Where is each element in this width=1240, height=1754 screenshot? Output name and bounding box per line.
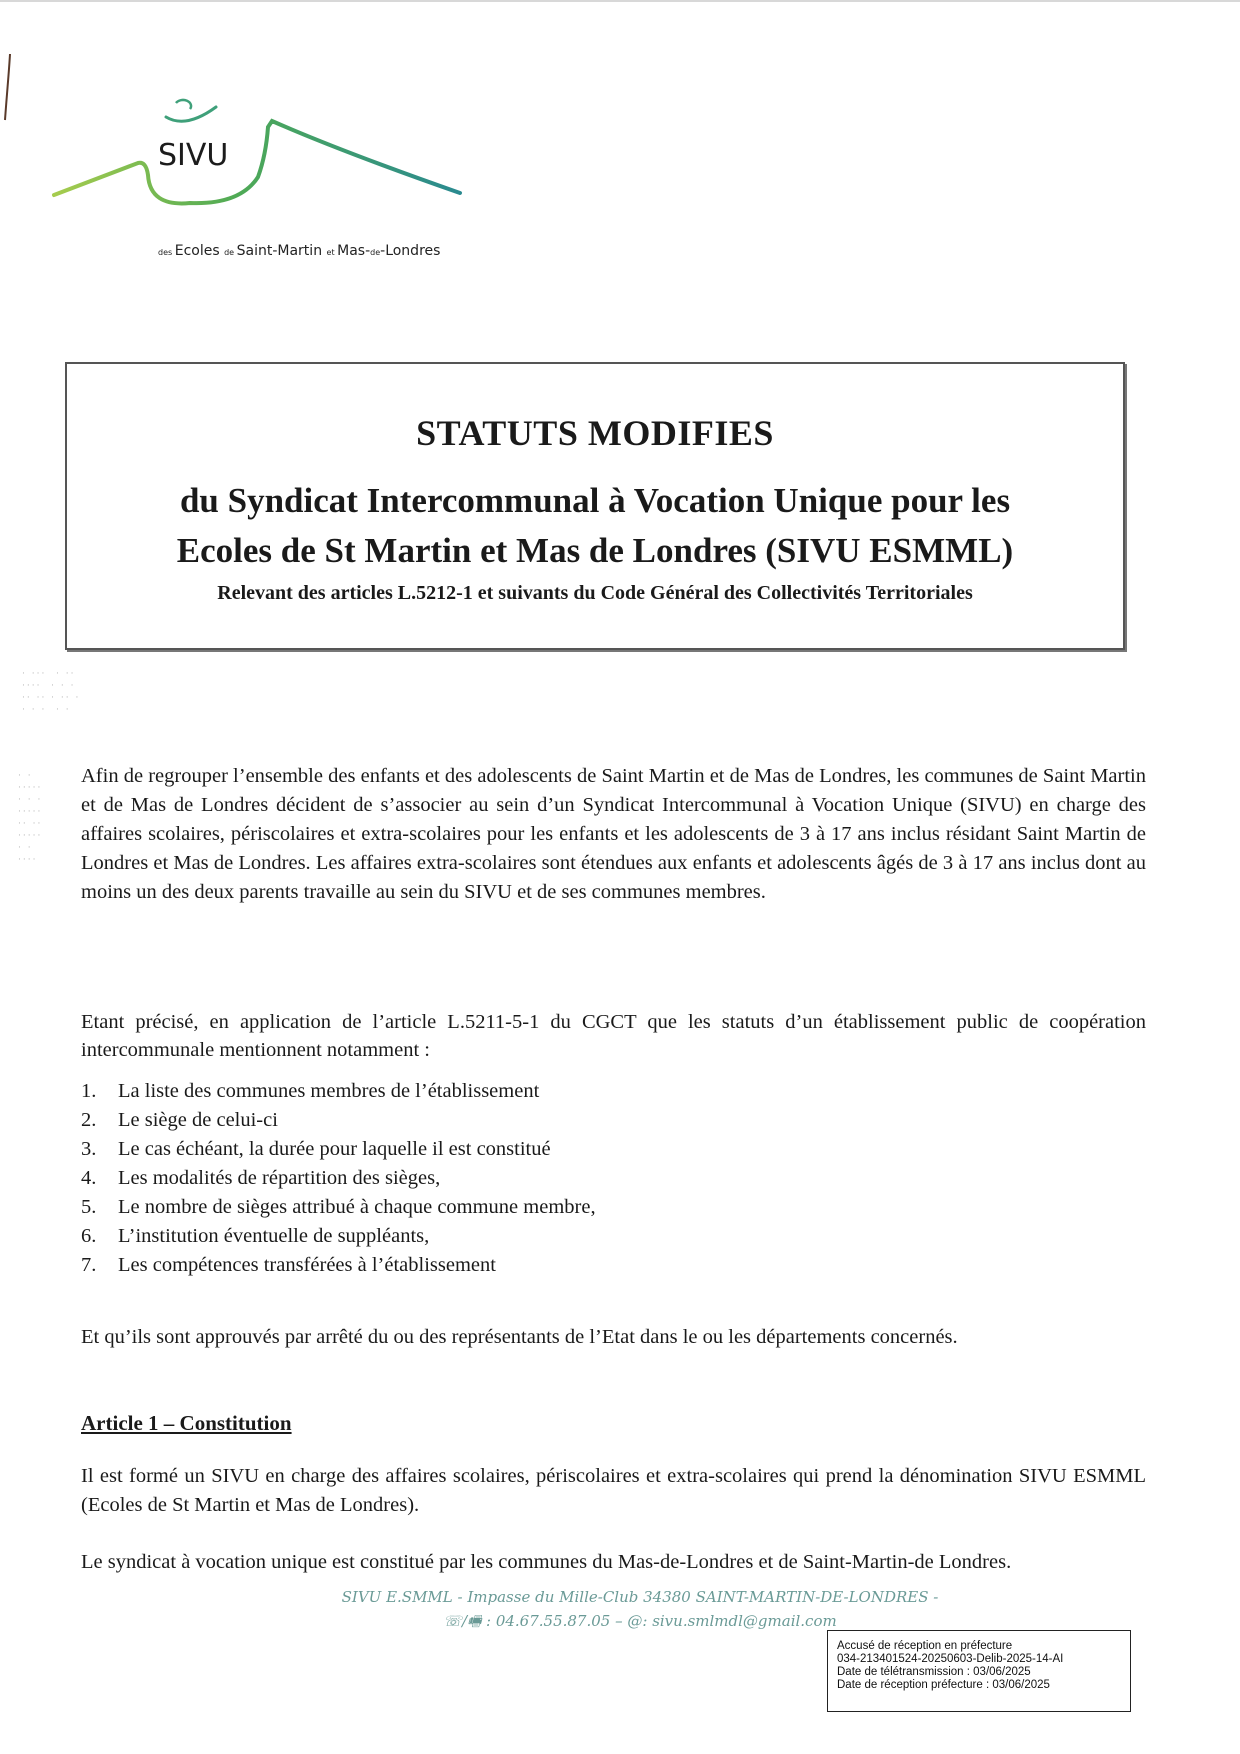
list-item-text: Les compétences transférées à l’établissement — [118, 1254, 496, 1276]
article-1-paragraph-2: Le syndicat à vocation unique est constitué par les communes du Mas-de-Londres et de Saint-Martin-de Londres. — [81, 1551, 1012, 1573]
list-item-text: Les modalités de répartition des sièges, — [118, 1167, 441, 1189]
subtitle-line-1: du Syndicat Intercommunal à Vocation Unique pour les — [179, 481, 1011, 520]
title-box — [65, 362, 1125, 650]
intro-text: Afin de regrouper l’ensemble des enfants et des adolescents de Saint Martin et de Mas de Londres, les communes de Saint Martin et de Mas de Londres décident de s’associer au sein d’un Syndicat Intercommunal à Vocation Unique (SIVU) en charge des affaires scolaires, périscolaires et extra-scolaires pour les enfants et les adolescents de 3 à 17 ans inclus résidant Saint Martin de Londres et Mas de Londres. Les affaires extra-scolaires sont étendues aux enfants et adolescents âgés de 3 à 17 ans inclus dont au moins un des deux parents travaille au sein du SIVU et de ses communes membres. — [81, 765, 1146, 903]
stamp-line: Accusé de réception en préfecture — [837, 1640, 1013, 1652]
logo-subtitle-part: -Londres — [380, 243, 441, 259]
list-item-text: Le siège de celui-ci — [118, 1109, 278, 1131]
document-subtitle — [67, 476, 1123, 576]
document-title: STATUTS MODIFIES — [416, 413, 774, 453]
scan-top-edge — [0, 0, 1240, 2]
braille-embossing-mark: · ··· · ·· ···· · · · ·· ·· · ·· · · · · · · — [22, 669, 81, 715]
list-item-text: L’institution éventuelle de suppléants, — [118, 1225, 430, 1247]
logo-subtitle-part: Ecoles — [174, 243, 225, 259]
list-item-text: Le cas échéant, la durée pour laquelle il est constitué — [118, 1138, 551, 1160]
list-item-number: 5. — [81, 1196, 97, 1218]
letterhead-footer — [300, 1585, 980, 1633]
article-1-paragraph-1: Il est formé un SIVU en charge des affaires scolaires, périscolaires et extra-scolaires qui prend la dénomination SIVU ESMML (Ecoles de St Martin et Mas de Londres). — [81, 1465, 1146, 1516]
logo-person-head-icon — [176, 100, 191, 109]
footer-contact: ☏/🖷 : 04.67.55.87.05 – @: sivu.smlmdl@gmail.com — [443, 1612, 837, 1630]
list-item — [81, 1106, 596, 1135]
logo-subtitle-part: de — [370, 248, 381, 257]
list-item-number: 7. — [81, 1254, 97, 1276]
logo-subtitle-part: Mas- — [337, 243, 371, 259]
list-item-number: 6. — [81, 1225, 97, 1247]
stamp-transmission-date: Date de télétransmission : 03/06/2025 — [837, 1666, 1031, 1678]
braille-embossing-mark: · · ····· · · · ····· ·· ·· ····· · · ···· — [18, 771, 43, 865]
list-item-number: 2. — [81, 1109, 97, 1131]
list-item-text: Le nombre de sièges attribué à chaque commune membre, — [118, 1196, 596, 1218]
legal-reference: Relevant des articles L.5212-1 et suivants du Code Général des Collectivités Territoriales — [217, 582, 973, 604]
stamp-reception-date: Date de réception préfecture : 03/06/2025 — [837, 1679, 1050, 1691]
list-item — [81, 1193, 596, 1222]
stamp-reference-id: 034-213401524-20250603-Delib-2025-14-AI — [837, 1653, 1064, 1665]
logo-subtitle-part: Saint-Martin — [236, 243, 327, 259]
footer-address: SIVU E.SMML - Impasse du Mille-Club 34380 SAINT-MARTIN-DE-LONDRES - — [341, 1588, 939, 1606]
pen-stroke-mark — [2, 52, 12, 122]
list-item-number: 1. — [81, 1080, 97, 1102]
precision-paragraph: Etant précisé, en application de l’article L.5211-5-1 du CGCT que les statuts d’un établissement public de coopération intercommunale mentionnent notamment : — [81, 1011, 1146, 1061]
list-item — [81, 1251, 596, 1280]
subtitle-line-2: Ecoles de St Martin et Mas de Londres (SIVU ESMML) — [176, 531, 1014, 570]
list-item — [81, 1222, 596, 1251]
list-item — [81, 1135, 596, 1164]
required-contents-list — [81, 1077, 596, 1280]
logo-subtitle-part: et — [326, 248, 338, 257]
list-item-number: 3. — [81, 1138, 97, 1160]
prefecture-receipt-stamp — [827, 1630, 1131, 1712]
logo-mountain-graphic — [40, 95, 480, 265]
article-1-heading: Article 1 – Constitution — [81, 1411, 292, 1435]
list-item — [81, 1077, 596, 1106]
intro-paragraph — [81, 762, 1146, 907]
logo-subtitle-part: des — [158, 248, 175, 257]
logo-swoosh-icon — [54, 121, 460, 203]
logo-subtitle — [158, 243, 440, 259]
logo-subtitle-part: de — [224, 248, 237, 257]
list-item-number: 4. — [81, 1167, 97, 1189]
approval-paragraph: Et qu’ils sont approuvés par arrêté du ou des représentants de l’Etat dans le ou les départements concernés. — [81, 1326, 958, 1348]
logo-name: SIVU — [158, 138, 229, 173]
list-item-text: La liste des communes membres de l’établissement — [118, 1080, 540, 1102]
list-item — [81, 1164, 596, 1193]
